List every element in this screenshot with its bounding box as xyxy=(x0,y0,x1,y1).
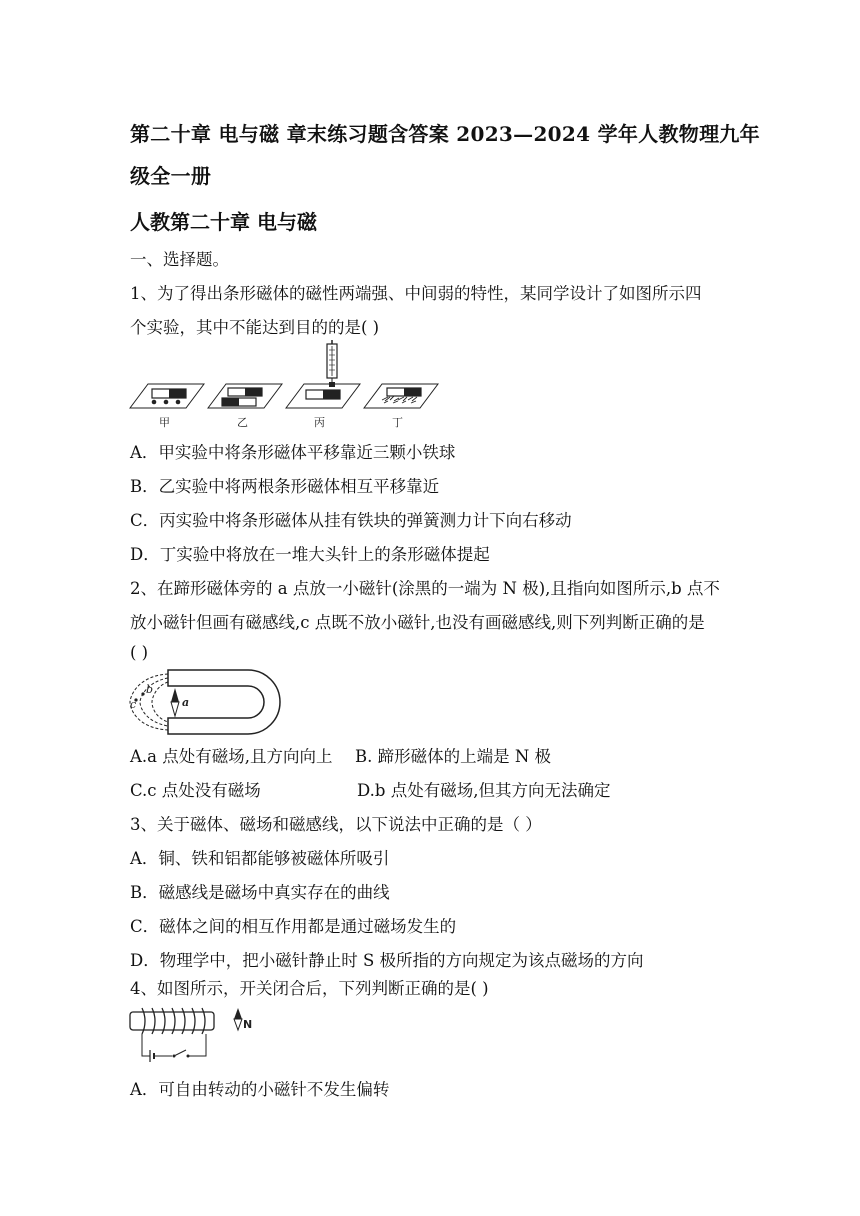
q2-label-a: a xyxy=(182,696,190,709)
q4-stem: 4、如图所示，开关闭合后，下列判断正确的是( ) xyxy=(130,979,489,998)
document-title-line-1: 第二十章 电与磁 章末练习题含答案 2023—2024 学年人教物理九年 xyxy=(130,122,760,146)
q2-option-a: A.a 点处有磁场,且方向向上 xyxy=(130,747,333,766)
q2-label-b: b xyxy=(146,683,154,696)
q2-compass-needle-north xyxy=(171,688,179,702)
q2-option-c: C.c 点处没有磁场 xyxy=(130,781,261,800)
q1-label-jia: 甲 xyxy=(159,416,170,429)
q1-stem-line-1: 1、为了得出条形磁体的磁性两端强、中间弱的特性，某同学设计了如图所示四 xyxy=(130,284,702,303)
q2-stem-line-1: 2、在蹄形磁体旁的 a 点放一小磁针(涂黑的一端为 N 极),且指向如图所示,b 点不 xyxy=(130,579,720,598)
q1-label-bing: 丙 xyxy=(314,416,325,429)
q1-figure-yi xyxy=(208,384,282,429)
q2-horseshoe-magnet-figure xyxy=(126,668,282,736)
q1-figure-jia xyxy=(130,384,204,429)
q4-solenoid-circuit-figure xyxy=(128,1004,258,1066)
q3-option-c: C．磁体之间的相互作用都是通过磁场发生的 xyxy=(130,917,457,936)
q1-stem-line-2: 个实验，其中不能达到目的的是( ) xyxy=(130,318,380,337)
q3-stem: 3、关于磁体、磁场和磁感线，以下说法中正确的是（ ） xyxy=(130,815,542,834)
q2-stem-line-2: 放小磁针但画有磁感线,c 点既不放小磁针,也没有画磁感线,则下列判断正确的是 xyxy=(130,613,705,632)
q4-label-n: N xyxy=(243,1018,253,1031)
q1-label-yi: 乙 xyxy=(237,416,248,429)
q3-option-b: B．磁感线是磁场中真实存在的曲线 xyxy=(130,883,390,902)
q3-option-d: D．物理学中，把小磁针静止时 S 极所指的方向规定为该点磁场的方向 xyxy=(130,951,644,970)
q2-stem-line-3: ( ) xyxy=(130,643,149,662)
q1-figure xyxy=(128,340,440,432)
q2-label-c: c xyxy=(130,698,137,711)
part-label: 一、选择题。 xyxy=(130,250,229,269)
q1-figure-bing xyxy=(286,340,360,429)
q3-option-a: A．铜、铁和铝都能够被磁体所吸引 xyxy=(130,849,390,868)
section-heading: 人教第二十章 电与磁 xyxy=(130,210,317,234)
q1-option-a: A．甲实验中将条形磁体平移靠近三颗小铁球 xyxy=(130,443,456,462)
q1-label-ding: 丁 xyxy=(392,416,403,429)
q1-option-b: B．乙实验中将两根条形磁体相互平移靠近 xyxy=(130,477,440,496)
q2-option-b: B. 蹄形磁体的上端是 N 极 xyxy=(355,747,552,766)
q4-option-a: A．可自由转动的小磁针不发生偏转 xyxy=(130,1080,390,1099)
q2-option-d: D.b 点处有磁场,但其方向无法确定 xyxy=(357,781,611,800)
q4-compass-needle-north xyxy=(234,1008,242,1019)
q1-option-d: D．丁实验中将放在一堆大头针上的条形磁体提起 xyxy=(130,545,490,564)
document-title-line-2: 级全一册 xyxy=(130,164,212,188)
q1-option-c: C．丙实验中将条形磁体从挂有铁块的弹簧测力计下向右移动 xyxy=(130,511,572,530)
q1-figure-ding xyxy=(364,384,438,429)
